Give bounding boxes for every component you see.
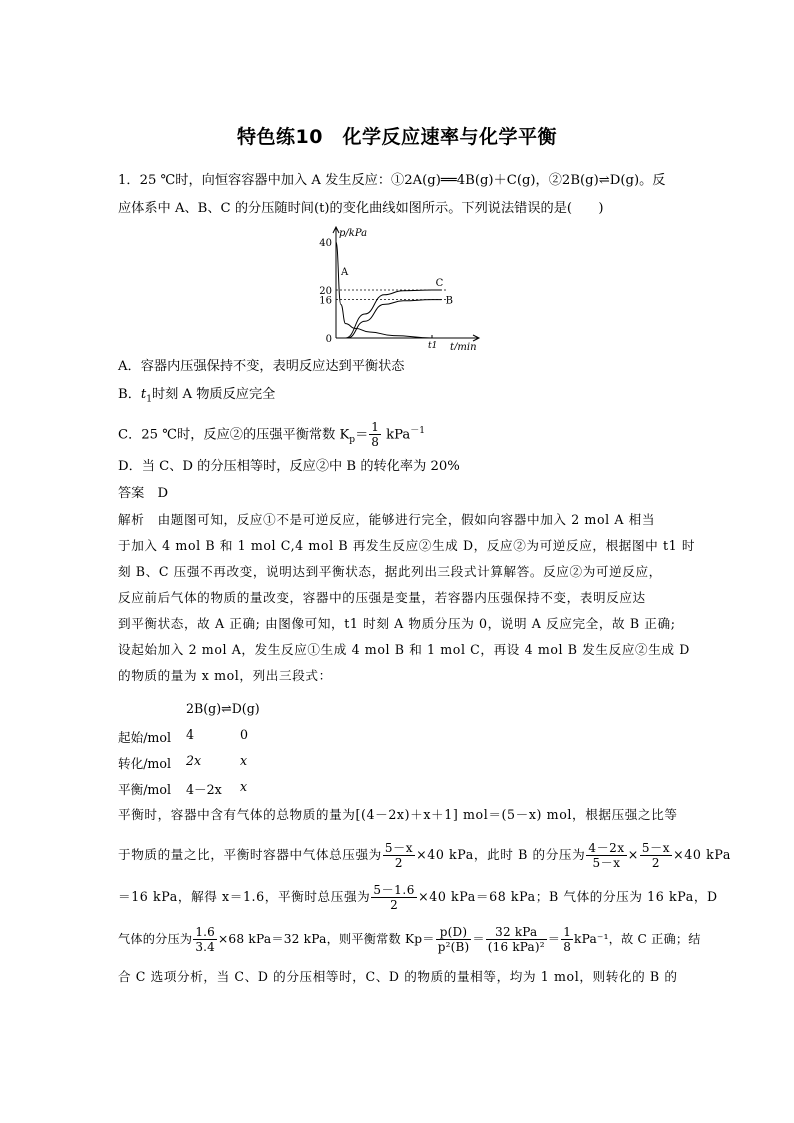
solution-line-2: 于加入 4 mol B 和 1 mol C,4 mol B 再发生反应②生成 D，反应②为可逆反应，根据图中 t1 时 [118, 538, 696, 553]
x-axis-label: t/min [450, 342, 477, 350]
series-line-C [346, 290, 442, 338]
series-line-B [348, 300, 442, 338]
solution-line-12: 合 C 选项分析，当 C、D 的分压相等时，C、D 的物质的量相等，均为 1 mol，则转化的 B 的 [118, 969, 678, 984]
page-title: 特色练10 化学反应速率与化学平衡 [237, 126, 557, 148]
table-row-label: 平衡/mol [118, 782, 171, 797]
pressure-time-chart [300, 222, 490, 350]
table-row-label: 转化/mol [118, 756, 171, 771]
solution-line-7: 的物质的量为 x mol，列出三段式： [118, 668, 332, 683]
solution-line-9: 于物质的量之比，平衡时容器中气体总压强为 $\frac{5-x}{2}$ ×40 kPa，此时 B 的分压为 $\frac{4-2x}{5-x}$ × $\frac{5-x}{2}$ ×40 kPa [118, 841, 731, 870]
answer-label: 答案 D [118, 486, 169, 501]
y-axis-label: p/kPa [339, 228, 368, 239]
solution-line-10: ＝16 kPa，解得 x＝1.6，平衡时总压强为 $\frac{5-1.6}{2}$ ×40 kPa＝68 kPa；B 气体的分压为 16 kPa，D [118, 883, 718, 912]
solution-line-1: 解析 由题图可知，反应①不是可逆反应，能够进行完全，假如向容器中加入 2 mol A 相当 [118, 512, 656, 527]
solution-line-6: 设起始加入 2 mol A，发生反应①生成 4 mol B 和 1 mol C，再设 4 mol B 发生反应②生成 D [118, 642, 690, 657]
question-stem-line-1: 1．25 ℃时，向恒容容器中加入 A 发生反应：①2A(g)══4B(g)＋C(g)，②2B(g)⇌D(g)。反 [118, 173, 666, 188]
solution-line-8: 平衡时，容器中含有气体的总物质的量为[(4－2x)＋x＋1] mol＝(5－x) mol，根据压强之比等 [118, 807, 678, 822]
y-tick-label: 0 [325, 334, 332, 345]
series-label-C: C [435, 278, 444, 289]
x-tick-label: t1 [428, 341, 438, 350]
table-cell: x [240, 779, 248, 794]
option-a: A．容器内压强保持不变，表明反应达到平衡状态 [118, 359, 405, 374]
y-tick-label: 20 [319, 286, 332, 297]
solution-line-3: 刻 B、C 压强不再改变，说明达到平衡状态，据此列出三段式计算解答。反应②为可逆反应， [118, 564, 662, 579]
y-tick-label: 40 [319, 238, 332, 249]
option-b: B．$t_1$时刻 A 物质反应完全 [118, 387, 276, 405]
series-label-A: A [341, 267, 349, 278]
table-cell: 4－2x [186, 782, 222, 797]
option-c: C．25 ℃时，反应②的压强平衡常数 $K_p=$ $\frac{1}{8}$ kPa$^{-1}$ [118, 420, 425, 450]
table-row-label: 起始/mol [118, 730, 171, 745]
series-label-B: B [445, 295, 453, 307]
question-stem-line-2: 应体系中 A、B、C 的分压随时间(t)的变化曲线如图所示。下列说法错误的是( ) [118, 201, 604, 216]
table-cell: 0 [240, 727, 249, 742]
option-d: D．当 C、D 的分压相等时，反应②中 B 的转化率为 20% [118, 459, 460, 474]
solution-line-5: 到平衡状态，故 A 正确; 由图像可知，t1 时刻 A 物质分压为 0，说明 A 反应完全，故 B 正确; [118, 616, 676, 631]
table-cell: x [240, 753, 248, 768]
table-header: 2B(g)⇌D(g) [186, 701, 260, 716]
y-tick-label: 16 [319, 295, 332, 307]
table-cell: 2x [186, 753, 202, 768]
solution-line-4: 反应前后气体的物质的量改变，容器中的压强是变量，若容器内压强保持不变，表明反应达 [118, 590, 646, 605]
table-cell: 4 [186, 727, 195, 742]
solution-line-11: 气体的分压为 $\frac{1.6}{3.4}$ ×68 kPa＝32 kPa，则平衡常数 Kp＝ $\frac{p(D)}{\text{p²(B)}}$ ＝ $\frac{\text{32 kPa}}{\text{(16 kPa)²}}$ ＝ $\frac{1}{8}$ kPa⁻¹，故 C 正确；结 [118, 925, 701, 954]
